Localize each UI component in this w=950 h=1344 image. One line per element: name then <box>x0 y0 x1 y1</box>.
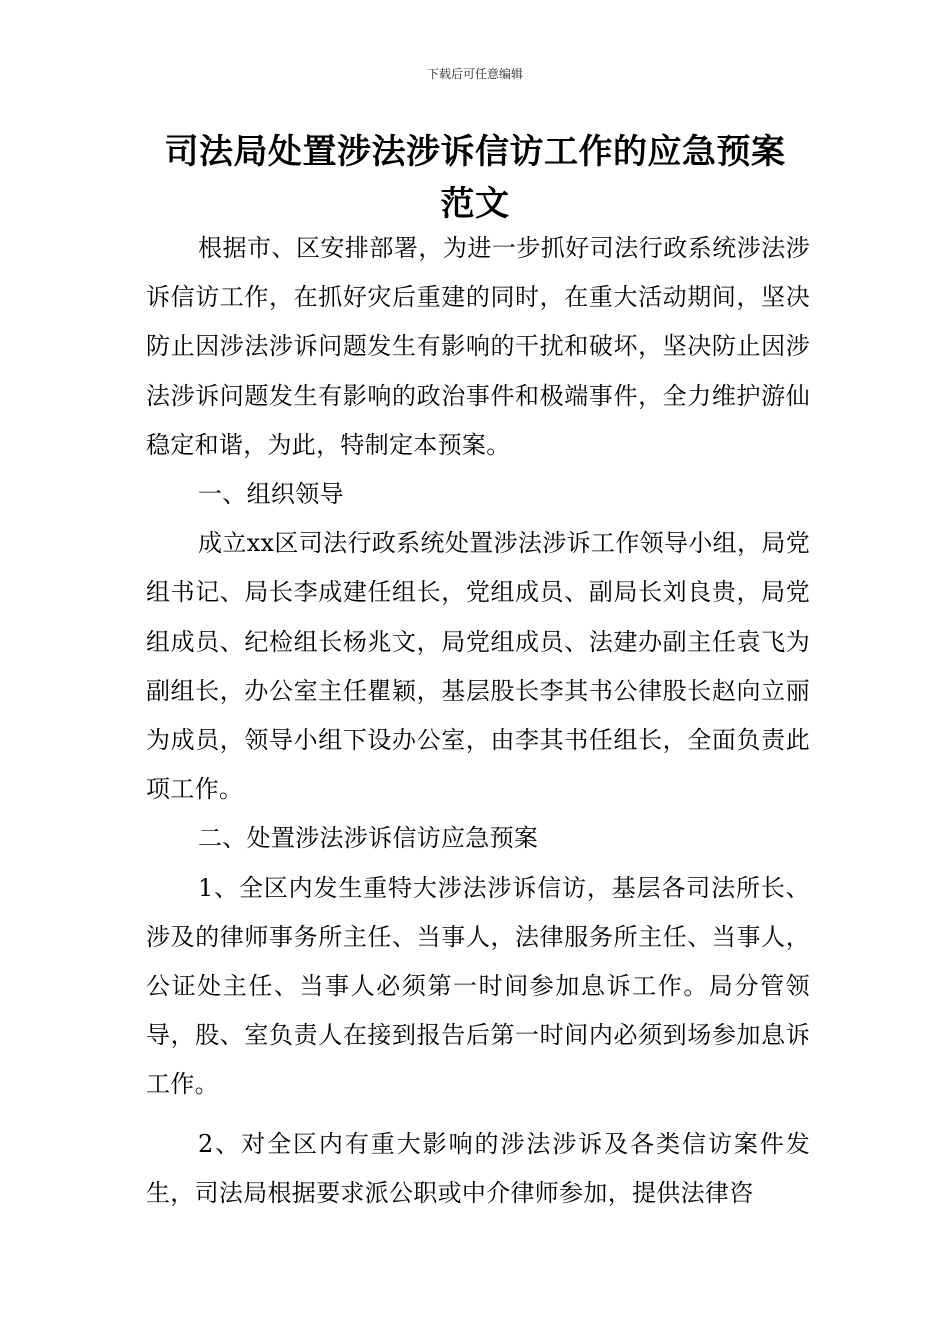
title-line-1: 司法局处置涉法涉诉信访工作的应急预案 <box>164 132 786 172</box>
paragraph-organization: 成立xx区司法行政系统处置涉法涉诉工作领导小组，局党组书记、局长李成建任组长，党组成员、副局长刘良贵，局党组成员、纪检组长杨兆文，局党组成员、法建办副主任袁飞为副组长，办公室主任瞿颖，基层股长李其书公律股长赵向立丽为成员，领导小组下设办公室，由李其书任组长，全面负责此项工作。 <box>146 529 810 804</box>
paragraph-item-2: 2、对全区内有重大影响的涉法涉诉及各类信访案件发生，司法局根据要求派公职或中介律师参加，提供法律咨 <box>146 1129 810 1207</box>
section-heading-2: 二、处置涉法涉诉信访应急预案 <box>198 824 539 853</box>
title-line-2: 范文 <box>440 184 510 224</box>
document-title <box>130 126 820 230</box>
document-body <box>146 224 810 1218</box>
paragraph-item-1: 1、全区内发生重特大涉法涉诉信访，基层各司法所长、涉及的律师事务所主任、当事人，法律服务所主任、当事人，公证处主任、当事人必须第一时间参加息诉工作。局分管领导，股、室负责人在接到报告后第一时间内必须到场参加息诉工作。 <box>146 873 810 1099</box>
paragraph-intro: 根据市、区安排部署，为进一步抓好司法行政系统涉法涉诉信访工作，在抓好灾后重建的同时，在重大活动期间，坚决防止因涉法涉诉问题发生有影响的干扰和破坏，坚决防止因涉法涉诉问题发生有影响的政治事件和极端事件，全力维护游仙稳定和谐，为此，特制定本预案。 <box>146 234 810 459</box>
section-heading-1: 一、组织领导 <box>198 480 344 509</box>
header-note: 下载后可任意编辑 <box>426 67 523 81</box>
